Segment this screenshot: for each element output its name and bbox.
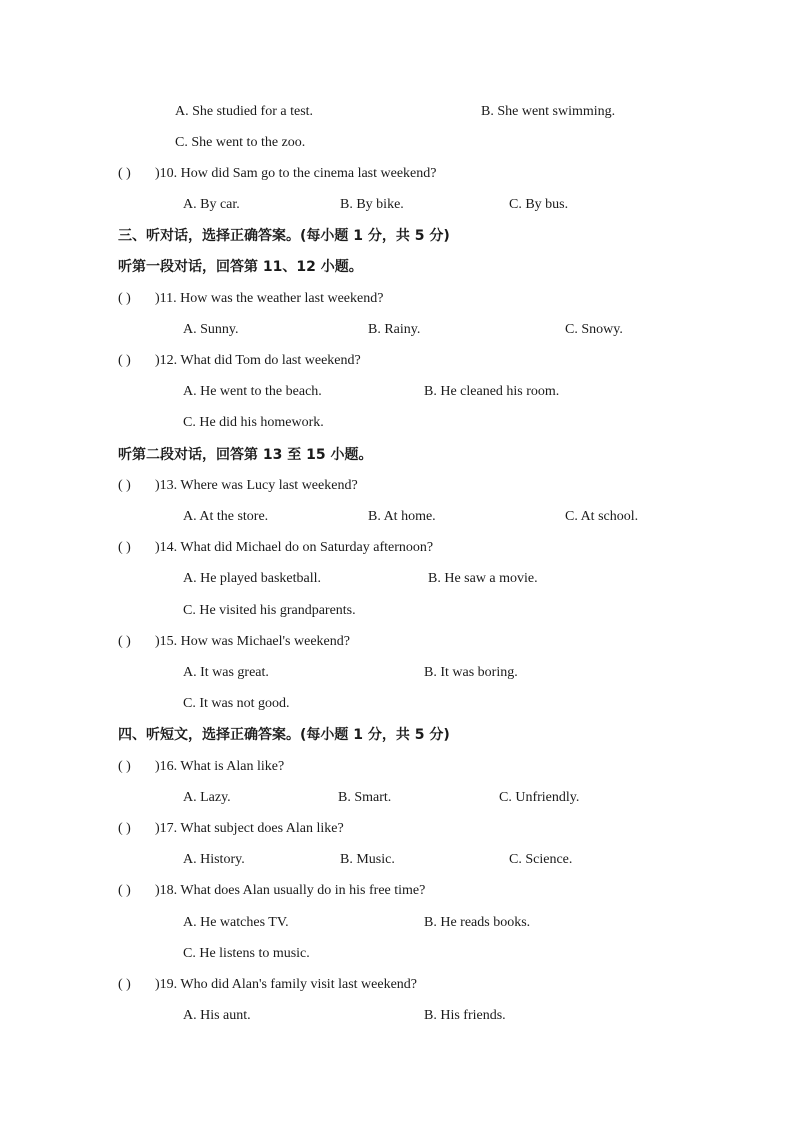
q12-option-b: B. He cleaned his room. bbox=[424, 384, 560, 399]
question-17 bbox=[0, 818, 794, 840]
answer-blank: ( ) bbox=[118, 353, 131, 368]
q18-option-b: B. He reads books. bbox=[424, 915, 531, 930]
q19-options bbox=[0, 1005, 794, 1027]
q17-option-b: B. Music. bbox=[340, 852, 395, 867]
q13-option-a: A. At the store. bbox=[183, 509, 269, 524]
question-text: )12. What did Tom do last weekend? bbox=[155, 353, 361, 368]
q16-option-c: C. Unfriendly. bbox=[499, 790, 580, 805]
question-text: )16. What is Alan like? bbox=[155, 759, 285, 774]
q11-option-c: C. Snowy. bbox=[565, 322, 623, 337]
section-3-title: 三、听对话，选择正确答案。(每小题 1 分，共 5 分) bbox=[118, 228, 450, 244]
q9-options-row-1 bbox=[0, 101, 794, 123]
q16-options bbox=[0, 787, 794, 809]
question-text: )13. Where was Lucy last weekend? bbox=[155, 478, 358, 493]
question-14 bbox=[0, 537, 794, 559]
q14-options-row-2 bbox=[0, 600, 794, 622]
q18-option-a: A. He watches TV. bbox=[183, 915, 289, 930]
q18-option-c: C. He listens to music. bbox=[183, 946, 310, 961]
q15-option-c: C. It was not good. bbox=[183, 696, 290, 711]
q11-option-a: A. Sunny. bbox=[183, 322, 239, 337]
q16-option-b: B. Smart. bbox=[338, 790, 392, 805]
q14-options-row-1 bbox=[0, 568, 794, 590]
q12-options-row-1 bbox=[0, 381, 794, 403]
q13-option-b: B. At home. bbox=[368, 509, 436, 524]
question-16 bbox=[0, 756, 794, 778]
question-text: )14. What did Michael do on Saturday afternoon? bbox=[155, 540, 434, 555]
q17-option-c: C. Science. bbox=[509, 852, 573, 867]
q13-option-c: C. At school. bbox=[565, 509, 639, 524]
answer-blank: ( ) bbox=[118, 883, 131, 898]
q18-options-row-1 bbox=[0, 912, 794, 934]
q15-option-a: A. It was great. bbox=[183, 665, 269, 680]
q19-option-b: B. His friends. bbox=[424, 1008, 506, 1023]
question-18 bbox=[0, 880, 794, 902]
q15-option-b: B. It was boring. bbox=[424, 665, 518, 680]
q12-option-a: A. He went to the beach. bbox=[183, 384, 322, 399]
question-text: )19. Who did Alan's family visit last weekend? bbox=[155, 977, 417, 992]
q15-options-row-2 bbox=[0, 693, 794, 715]
answer-blank: ( ) bbox=[118, 634, 131, 649]
q17-option-a: A. History. bbox=[183, 852, 245, 867]
q17-options bbox=[0, 849, 794, 871]
question-15 bbox=[0, 631, 794, 653]
answer-blank: ( ) bbox=[118, 478, 131, 493]
q11-option-b: B. Rainy. bbox=[368, 322, 421, 337]
q9-option-b: B. She went swimming. bbox=[481, 104, 616, 119]
section-4-title: 四、听短文，选择正确答案。(每小题 1 分，共 5 分) bbox=[118, 727, 450, 743]
answer-blank: ( ) bbox=[118, 166, 131, 181]
question-text: )11. How was the weather last weekend? bbox=[155, 291, 384, 306]
q9-option-c: C. She went to the zoo. bbox=[175, 135, 306, 150]
question-text: )10. How did Sam go to the cinema last weekend? bbox=[155, 166, 437, 181]
question-11 bbox=[0, 288, 794, 310]
question-10 bbox=[0, 163, 794, 185]
question-text: )17. What subject does Alan like? bbox=[155, 821, 344, 836]
answer-blank: ( ) bbox=[118, 540, 131, 555]
question-text: )18. What does Alan usually do in his free time? bbox=[155, 883, 426, 898]
section-3-sub-2: 听第二段对话，回答第 13 至 15 小题。 bbox=[118, 447, 373, 463]
q14-option-a: A. He played basketball. bbox=[183, 571, 322, 586]
q19-option-a: A. His aunt. bbox=[183, 1008, 251, 1023]
question-text: )15. How was Michael's weekend? bbox=[155, 634, 350, 649]
answer-blank: ( ) bbox=[118, 759, 131, 774]
question-12 bbox=[0, 350, 794, 372]
answer-blank: ( ) bbox=[118, 291, 131, 306]
q16-option-a: A. Lazy. bbox=[183, 790, 231, 805]
question-13 bbox=[0, 475, 794, 497]
q14-option-b: B. He saw a movie. bbox=[428, 571, 538, 586]
q18-options-row-2 bbox=[0, 943, 794, 965]
q10-options bbox=[0, 194, 794, 216]
q11-options bbox=[0, 319, 794, 341]
answer-blank: ( ) bbox=[118, 977, 131, 992]
q10-option-c: C. By bus. bbox=[509, 197, 569, 212]
answer-blank: ( ) bbox=[118, 821, 131, 836]
q12-option-c: C. He did his homework. bbox=[183, 415, 324, 430]
q9-option-a: A. She studied for a test. bbox=[175, 104, 314, 119]
question-19 bbox=[0, 974, 794, 996]
q14-option-c: C. He visited his grandparents. bbox=[183, 603, 356, 618]
q10-option-a: A. By car. bbox=[183, 197, 240, 212]
q10-option-b: B. By bike. bbox=[340, 197, 404, 212]
q13-options bbox=[0, 506, 794, 528]
section-3-sub-1: 听第一段对话，回答第 11、12 小题。 bbox=[118, 259, 363, 275]
q9-options-row-2 bbox=[0, 132, 794, 154]
q12-options-row-2 bbox=[0, 412, 794, 434]
q15-options-row-1 bbox=[0, 662, 794, 684]
